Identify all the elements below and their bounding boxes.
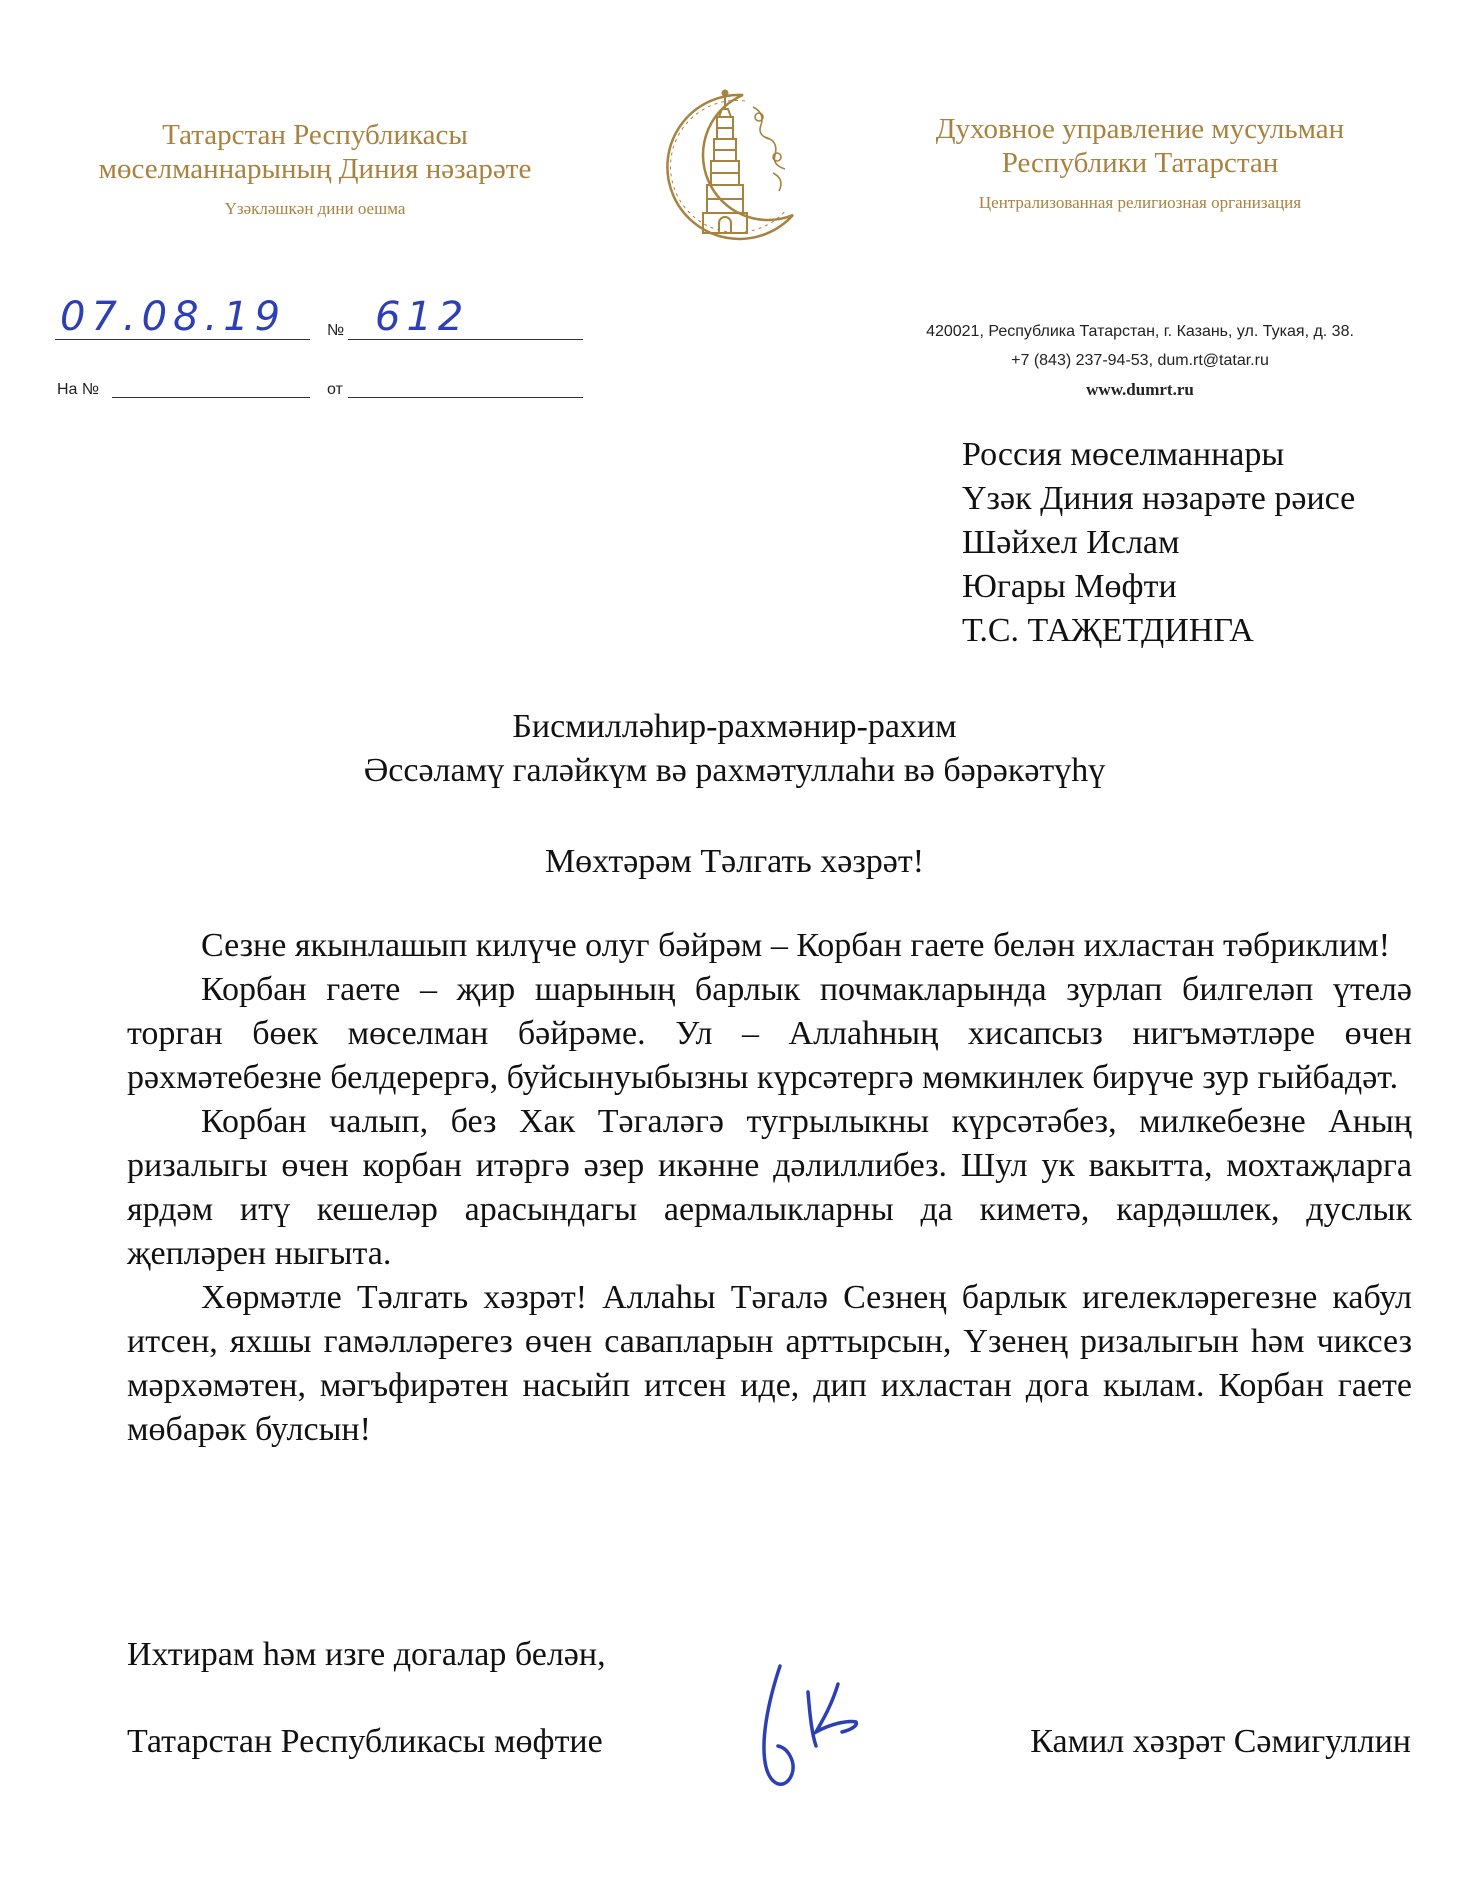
signer-name: Камил хәзрәт Сәмигуллин bbox=[1030, 1723, 1411, 1760]
greeting-block bbox=[0, 705, 1469, 793]
org-name-tatar bbox=[55, 118, 575, 220]
reply-date-underline bbox=[348, 397, 583, 398]
org-name-tatar-line1: Татарстан Республикасы bbox=[162, 119, 468, 151]
org-name-russian-line2: Республики Татарстан bbox=[1001, 147, 1279, 179]
handwritten-signature bbox=[738, 1662, 898, 1802]
website-link: www.dumrt.ru bbox=[1086, 380, 1194, 399]
addressee-line: Россия мөселманнары bbox=[962, 436, 1285, 473]
addressee-line: Т.С. ТАҖЕТДИНГА bbox=[962, 612, 1254, 649]
reply-to-underline bbox=[112, 397, 310, 398]
signer-position: Татарстан Республикасы мөфтие bbox=[127, 1723, 603, 1760]
org-name-tatar-line2: мөселманнарының Диния нәзарәте bbox=[98, 153, 532, 185]
address-line: 420021, Республика Татарстан, г. Казань, ул. Тукая, д. 38. bbox=[926, 323, 1354, 340]
org-type-russian: Централизованная религиозная организация bbox=[978, 193, 1302, 212]
salutation: Мөхтәрәм Тәлгать хәзрәт! bbox=[544, 843, 925, 880]
body-paragraph: Хөрмәтле Тәлгать хәзрәт! Аллаһы Тәгалә Сезнең барлык игелекләрегезне кабул итсен, яхшы гамәлләрегез өчен савапларын арттырсын, Үзенең ризалыгын һәм чиксез мәрхәмәтен, мәгъфирәтен насыйп итсен иде, дип ихластан дога кылам. Корбан гаете мөбарәк булсын! bbox=[127, 1279, 1412, 1448]
basmala: Бисмилләһир-рахмәнир-рахим bbox=[512, 708, 957, 745]
addressee-line: Шәйхел Ислам bbox=[962, 524, 1180, 561]
body-paragraph: Сезне якынлашып килүче олуг бәйрәм – Корбан гаете белән ихластан тәбриклим! bbox=[201, 927, 1391, 964]
contact-address bbox=[870, 317, 1410, 404]
salaam: Әссәламү галәйкүм вә рахмәтуллаһи вә бәрәкәтүһү bbox=[363, 752, 1106, 789]
addressee-line: Үзәк Диния нәзарәте рәисе bbox=[962, 480, 1356, 517]
reply-date-label: от bbox=[327, 381, 343, 398]
number-sign: № bbox=[327, 322, 345, 339]
org-type-tatar: Үзәкләшкән дини оешма bbox=[224, 199, 406, 218]
outgoing-number: 612 bbox=[375, 294, 470, 340]
letter-body bbox=[127, 924, 1412, 1452]
addressee-line: Югары Мөфти bbox=[962, 568, 1177, 605]
number-underline bbox=[348, 339, 583, 340]
body-paragraph: Корбан чалып, без Хак Тәгаләгә тугрылыкны күрсәтәбез, милкебезне Аның ризалыгы өчен корбан итәргә әзер икәнне дәлиллибез. Шул ук вакытта, мохтаҗларга ярдәм итү кешеләр арасындагы аермалыкларны да киметә, кардәшлек, дуслык җепләрен ныгыта. bbox=[127, 1103, 1412, 1272]
reply-to-label: На № bbox=[57, 381, 100, 398]
org-name-russian-line1: Духовное управление мусульман bbox=[935, 113, 1345, 145]
date-underline bbox=[55, 339, 310, 340]
closing-regards: Ихтирам һәм изге догалар белән, bbox=[127, 1636, 606, 1673]
phone-email-line: +7 (843) 237-94-53, dum.rt@tatar.ru bbox=[1011, 352, 1269, 369]
addressee-block bbox=[962, 433, 1355, 653]
outgoing-date: 07.08.19 bbox=[60, 294, 287, 340]
body-paragraph: Корбан гаете – җир шарының барлык почмакларында зурлап билгеләп үтелә торган бөек мөселман бәйрәме. Ул – Аллаһның хисапсыз нигъмәтләре өчен рәхмәтебезне белдерергә, буйсынуыбызны күрсәтергә мөмкинлек бирүче зур гыйбадәт. bbox=[127, 971, 1412, 1096]
org-name-russian bbox=[870, 112, 1410, 214]
crescent-minaret-emblem bbox=[633, 87, 813, 247]
